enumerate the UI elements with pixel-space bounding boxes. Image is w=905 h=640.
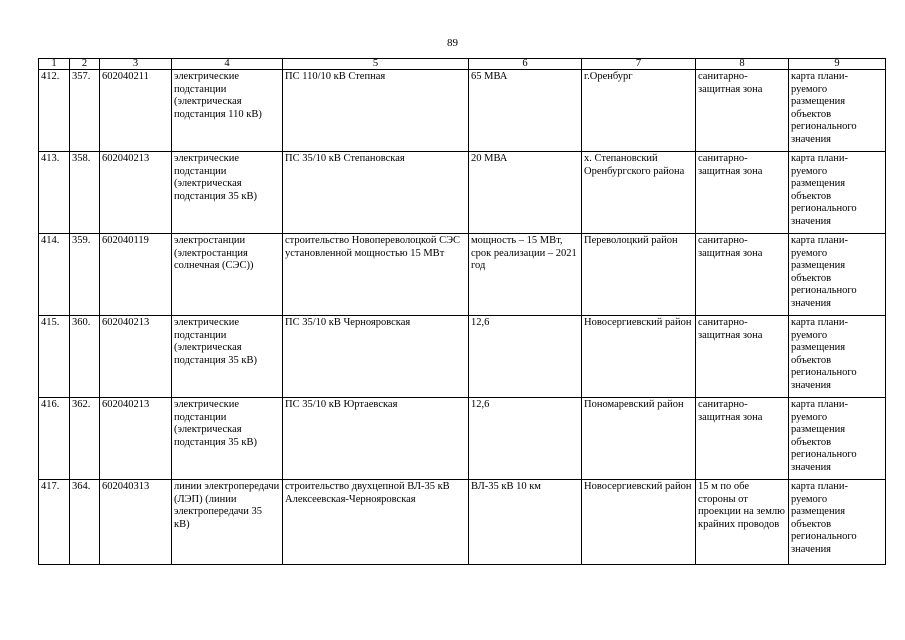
object-map: карта плани-руемого размещения объектов регионального значения xyxy=(789,70,886,152)
object-code: 602040213 xyxy=(100,398,172,480)
row-number: 415. xyxy=(39,316,70,398)
object-code: 602040213 xyxy=(100,316,172,398)
column-header: 1 xyxy=(39,59,70,70)
object-zone: санитарно-защитная зона xyxy=(696,152,789,234)
object-zone: 15 м по обе стороны от проекции на землю крайних проводов xyxy=(696,480,789,565)
column-header: 6 xyxy=(469,59,582,70)
object-zone: санитарно-защитная зона xyxy=(696,70,789,152)
object-map: карта плани-руемого размещения объектов регионального значения xyxy=(789,152,886,234)
object-capacity: мощность – 15 МВт, срок реализации – 2021 год xyxy=(469,234,582,316)
object-name: ПС 35/10 кВ Степановская xyxy=(283,152,469,234)
object-name: строительство Новопереволоцкой СЭС установленной мощностью 15 МВт xyxy=(283,234,469,316)
object-code: 602040313 xyxy=(100,480,172,565)
object-zone: санитарно-защитная зона xyxy=(696,234,789,316)
column-header: 2 xyxy=(70,59,100,70)
object-location: Новосергиевский район xyxy=(582,316,696,398)
page-number: 89 xyxy=(447,37,458,49)
object-location: г.Оренбург xyxy=(582,70,696,152)
object-map: карта плани-руемого размещения объектов регионального значения xyxy=(789,234,886,316)
header-row xyxy=(39,59,886,70)
column-header: 4 xyxy=(172,59,283,70)
column-header: 7 xyxy=(582,59,696,70)
column-header: 8 xyxy=(696,59,789,70)
object-location: Переволоцкий район xyxy=(582,234,696,316)
table-row xyxy=(39,234,886,316)
column-header: 3 xyxy=(100,59,172,70)
object-zone: санитарно-защитная зона xyxy=(696,316,789,398)
object-name: ПС 110/10 кВ Степная xyxy=(283,70,469,152)
table-row xyxy=(39,70,886,152)
object-type: электрические подстанции (электрическая подстанция 35 кВ) xyxy=(172,398,283,480)
object-type: электрические подстанции (электрическая подстанция 35 кВ) xyxy=(172,152,283,234)
object-map: карта плани-руемого размещения объектов регионального значения xyxy=(789,480,886,565)
object-capacity: 65 МВА xyxy=(469,70,582,152)
table-row xyxy=(39,316,886,398)
column-header: 9 xyxy=(789,59,886,70)
sub-number: 358. xyxy=(70,152,100,234)
objects-table xyxy=(38,58,886,565)
object-type: линии электропередачи (ЛЭП) (линии электропередачи 35 кВ) xyxy=(172,480,283,565)
object-code: 602040119 xyxy=(100,234,172,316)
object-capacity: 20 МВА xyxy=(469,152,582,234)
object-name: ПС 35/10 кВ Чернояровская xyxy=(283,316,469,398)
object-map: карта плани-руемого размещения объектов регионального значения xyxy=(789,316,886,398)
object-name: ПС 35/10 кВ Юртаевская xyxy=(283,398,469,480)
sub-number: 364. xyxy=(70,480,100,565)
object-location: х. Степановский Оренбургского района xyxy=(582,152,696,234)
object-code: 602040213 xyxy=(100,152,172,234)
object-type: электрические подстанции (электрическая подстанция 110 кВ) xyxy=(172,70,283,152)
object-type: электрические подстанции (электрическая подстанция 35 кВ) xyxy=(172,316,283,398)
table-row xyxy=(39,152,886,234)
row-number: 416. xyxy=(39,398,70,480)
object-capacity: ВЛ-35 кВ 10 км xyxy=(469,480,582,565)
object-zone: санитарно-защитная зона xyxy=(696,398,789,480)
sub-number: 362. xyxy=(70,398,100,480)
column-header: 5 xyxy=(283,59,469,70)
object-location: Пономаревский район xyxy=(582,398,696,480)
object-type: электростанции (электростанция солнечная (СЭС)) xyxy=(172,234,283,316)
object-capacity: 12,6 xyxy=(469,316,582,398)
object-name: строительство двухцепной ВЛ-35 кВ Алексеевская-Чернояровская xyxy=(283,480,469,565)
row-number: 414. xyxy=(39,234,70,316)
sub-number: 357. xyxy=(70,70,100,152)
sub-number: 359. xyxy=(70,234,100,316)
object-capacity: 12,6 xyxy=(469,398,582,480)
sub-number: 360. xyxy=(70,316,100,398)
row-number: 412. xyxy=(39,70,70,152)
row-number: 413. xyxy=(39,152,70,234)
object-map: карта плани-руемого размещения объектов регионального значения xyxy=(789,398,886,480)
row-number: 417. xyxy=(39,480,70,565)
table-row xyxy=(39,480,886,565)
table-row xyxy=(39,398,886,480)
object-location: Новосергиевский район xyxy=(582,480,696,565)
object-code: 602040211 xyxy=(100,70,172,152)
